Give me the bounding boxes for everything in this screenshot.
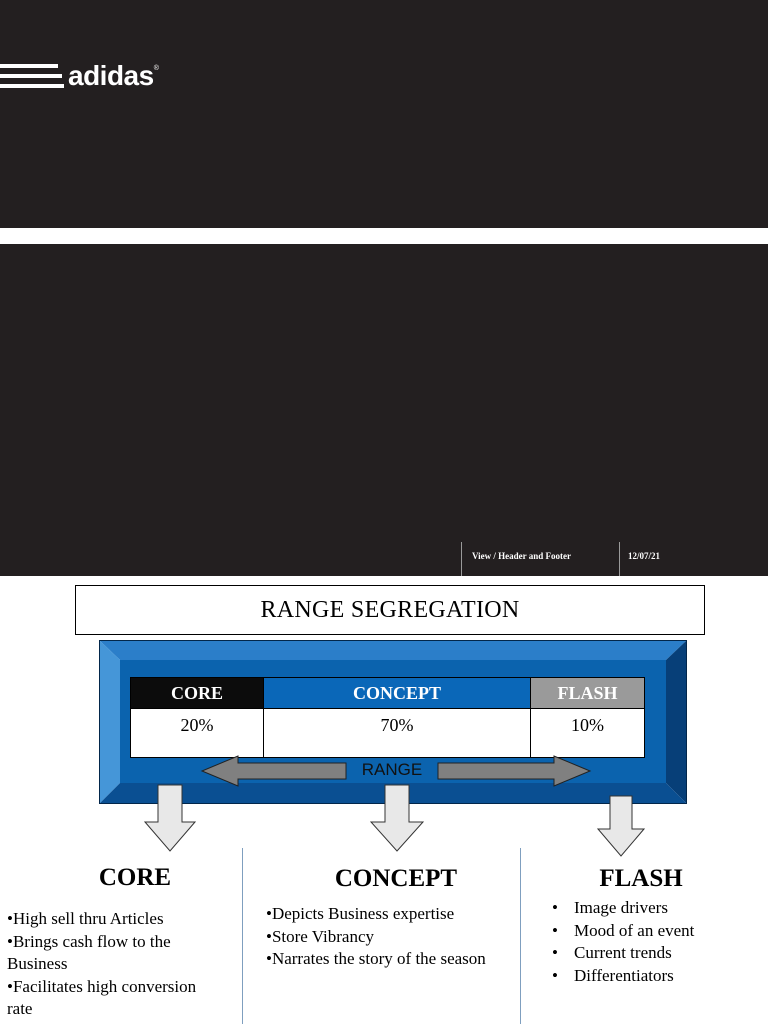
concept-title: CONCEPT: [334, 865, 458, 892]
footer-date: 12/07/21: [628, 551, 661, 561]
down-arrow-flash-icon: [597, 795, 645, 857]
list-item: rate: [7, 999, 33, 1018]
footer-path: View / Header and Footer: [472, 551, 571, 561]
top-dark-panel: [0, 0, 768, 228]
column-separator-right: [520, 848, 521, 1024]
range-label: RANGE: [361, 760, 423, 779]
column-separator-left: [242, 848, 243, 1024]
list-item: •Narrates the story of the season: [266, 949, 486, 968]
list-item: •Brings cash flow to the: [7, 931, 171, 951]
footer-divider-right: [619, 542, 620, 576]
range-table-value-row: [131, 709, 645, 758]
list-item: •Depicts Business expertise: [266, 904, 455, 923]
frame-left-bevel: [99, 640, 120, 804]
list-item: •High sell thru Articles: [7, 909, 164, 928]
range-table-header-row: [131, 678, 645, 709]
list-item: • Current trends: [550, 942, 760, 965]
footer-divider-left: [461, 542, 462, 576]
list-item: •Facilitates high conversion: [7, 976, 197, 996]
concept-value: 70%: [264, 709, 531, 758]
concept-header: CONCEPT: [264, 678, 531, 709]
flash-list: [550, 897, 760, 987]
flash-header: FLASH: [531, 678, 645, 709]
core-list: [7, 908, 239, 1021]
down-arrow-core-icon: [144, 784, 196, 852]
middle-dark-panel: [0, 244, 768, 576]
frame-top-bevel: [99, 640, 687, 660]
page-title: RANGE SEGREGATION: [75, 585, 705, 635]
core-header: CORE: [131, 678, 264, 709]
logo-text: adidas: [68, 60, 154, 91]
list-item: Business: [7, 954, 68, 973]
list-item: • Mood of an event: [550, 920, 760, 943]
frame-right-bevel: [666, 640, 687, 804]
down-arrow-concept-icon: [370, 784, 424, 852]
core-title: CORE: [98, 864, 172, 891]
list-item: • Image drivers: [550, 897, 760, 920]
list-item: • Differentiators: [550, 965, 760, 988]
core-value: 20%: [131, 709, 264, 758]
range-table: [130, 677, 645, 758]
list-item: •Store Vibrancy: [266, 926, 375, 946]
flash-title: FLASH: [599, 865, 683, 892]
concept-list: [266, 903, 518, 971]
adidas-stripes-icon: [0, 64, 64, 88]
flash-value: 10%: [531, 709, 645, 758]
adidas-logo: [0, 62, 159, 90]
logo-registered-mark: ®: [153, 64, 159, 72]
